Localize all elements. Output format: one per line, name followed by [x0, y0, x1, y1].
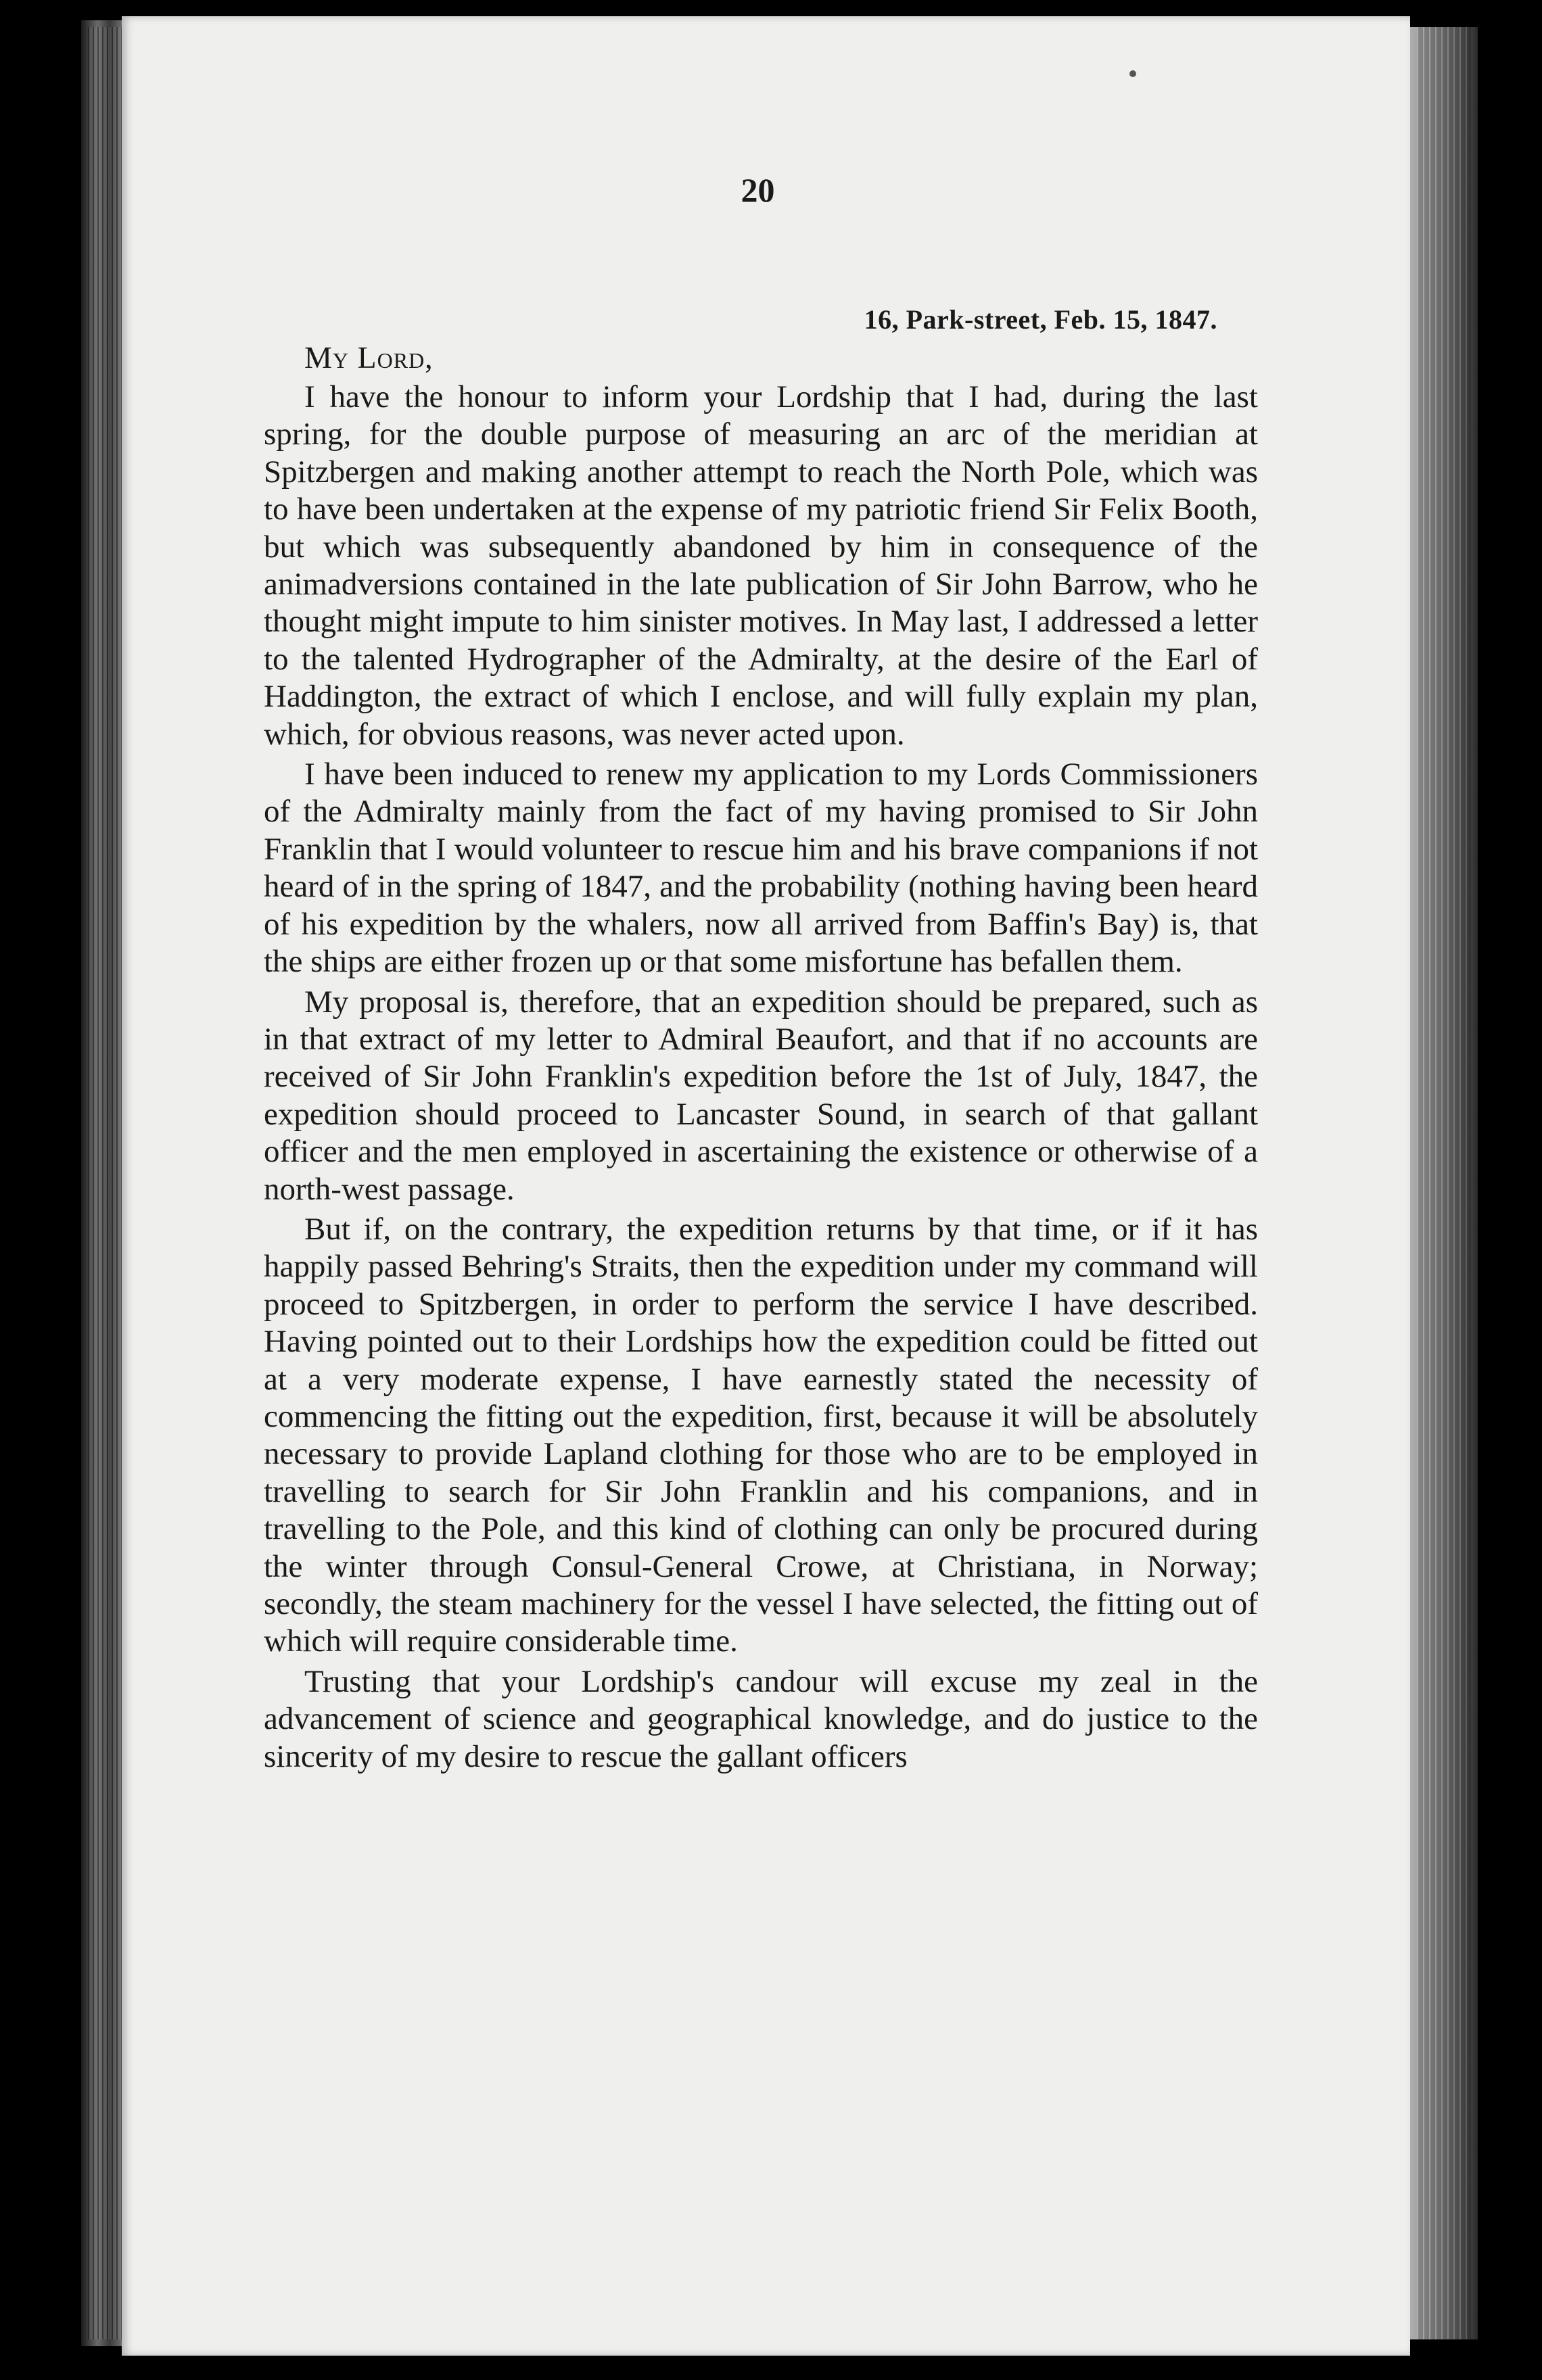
letter-body [264, 379, 1258, 1778]
book-page [122, 16, 1410, 2356]
page-number: 20 [741, 171, 775, 209]
left-binding-texture [88, 27, 125, 2339]
right-page-edge-texture [1417, 27, 1471, 2339]
paragraph-1: I have the honour to inform your Lordship that I had, during the last spring, for the double purpose of measuring an arc of the meridian at Spitzbergen and making another attempt to reach the North Pole, which was to have been undertaken at the expense of my patriotic friend Sir Felix Booth, but which was subsequently abandoned by him in consequence of the animadversions contained in the late publication of Sir John Barrow, who he thought might impute to him sinister motives. In May last, I addressed a letter to the talented Hydrographer of the Admiralty, at the desire of the Earl of Haddington, the extract of which I enclose, and will fully explain my plan, which, for obvious reasons, was never acted upon. [264, 379, 1258, 752]
ink-speck [1129, 70, 1136, 77]
paragraph-2: I have been induced to renew my application to my Lords Commissioners of the Admiralty mainly from the fact of my having promised to Sir John Franklin that I would volunteer to rescue him and his brave companions if not heard of in the spring of 1847, and the probability (nothing having been heard of his expedition by the whalers, now all arrived from Baffin's Bay) is, that the ships are either frozen up or that some misfortune has befallen them. [264, 757, 1258, 980]
letter-dateline: 16, Park-street, Feb. 15, 1847. [864, 304, 1217, 335]
paragraph-4: But if, on the contrary, the expedition returns by that time, or if it has happily passed Behring's Straits, then the expedition under my command will proceed to Spitzbergen, in order to perform the service I have described. Having pointed out to their Lordships how the expedition could be fitted out at a very moderate expense, I have earnestly stated the necessity of commencing the fitting out the expedition, first, because it will be absolutely necessary to provide Lapland clothing for those who are to be employed in travelling to search for Sir John Franklin and his companions, and in travelling to the Pole, and this kind of clothing can only be procured during the winter through Consul-General Crowe, at Christiana, in Norway; secondly, the steam machinery for the vessel I have selected, the fitting out of which will require considerable time. [264, 1211, 1258, 1659]
paragraph-3: My proposal is, therefore, that an expedition should be prepared, such as in that extract of my letter to Admiral Beaufort, and that if no accounts are received of Sir John Franklin's expedition before the 1st of July, 1847, the expedition should proceed to Lancaster Sound, in search of that gallant officer and the men employed in ascertaining the existence or otherwise of a north-west passage. [264, 984, 1258, 1207]
paragraph-5: Trusting that your Lordship's candour will excuse my zeal in the advancement of science and geographical knowledge, and do justice to the sincerity of my desire to rescue the gallant officers [264, 1663, 1258, 1774]
letter-salutation: My Lord, [304, 340, 434, 375]
